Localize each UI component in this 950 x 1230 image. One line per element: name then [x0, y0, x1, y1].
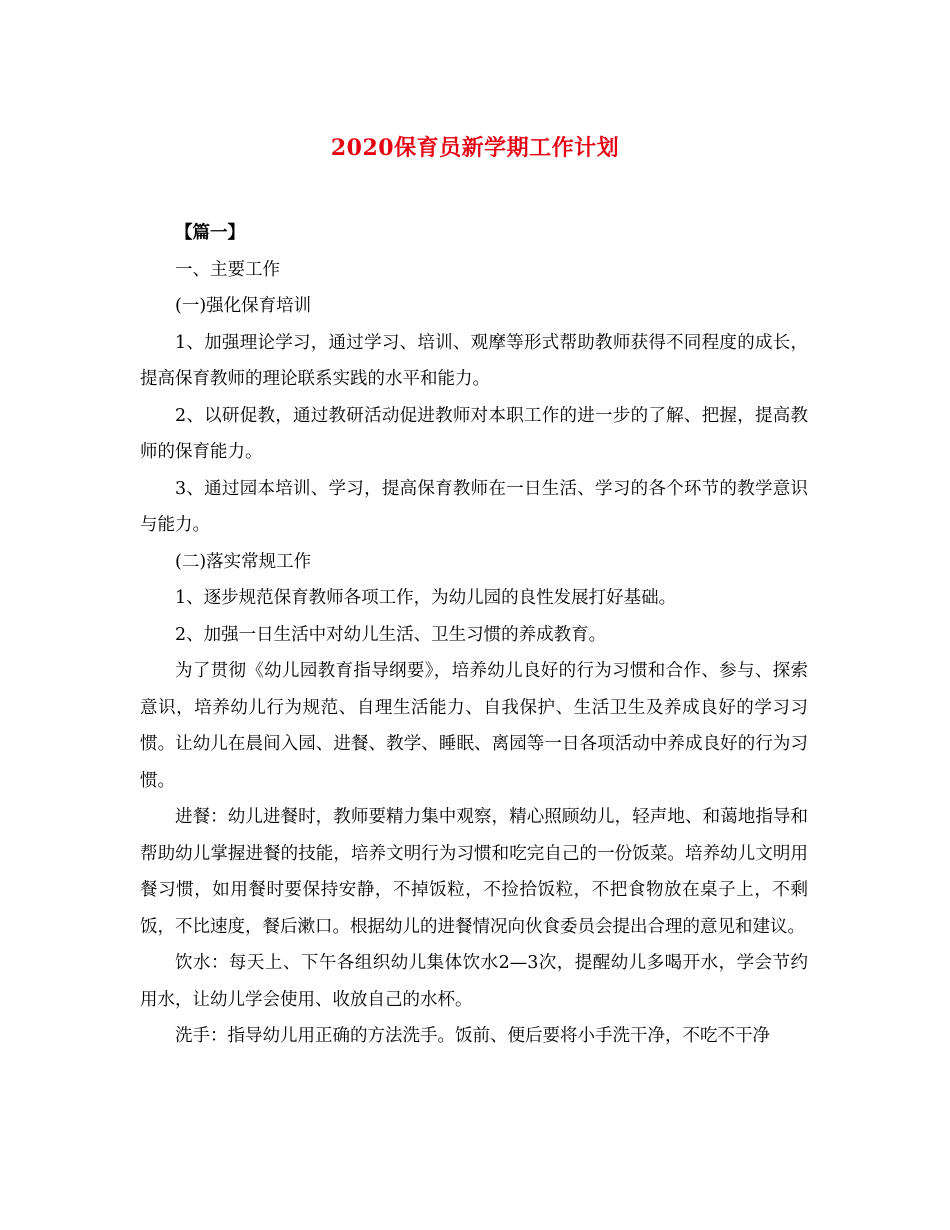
paragraph: 1、加强理论学习，通过学习、培训、观摩等形式帮助教师获得不同程度的成长，提高保育教师的理论联系实践的水平和能力。: [140, 332, 808, 389]
paragraph: (一)强化保育培训: [175, 296, 312, 316]
paragraph: 洗手：指导幼儿用正确的方法洗手。饭前、便后要将小手洗干净，不吃不干净: [175, 1026, 770, 1046]
paragraph: (二)落实常规工作: [175, 551, 312, 572]
paragraph: 一、主要工作: [175, 259, 280, 280]
section-heading: 【篇一】: [175, 223, 245, 243]
document-body: [140, 215, 808, 1055]
document-title: 2020保育员新学期工作计划: [330, 135, 620, 161]
paragraph: 为了贯彻《幼儿园教育指导纲要》，培养幼儿良好的行为习惯和合作、参与、探索意识，培养幼儿行为规范、自理生活能力、自我保护、生活卫生及养成良好的学习习惯。让幼儿在晨间入园、进餐、教学、睡眠、离园等一日各项活动中养成良好的行为习惯。: [140, 661, 808, 791]
paragraph: 饮水：每天上、下午各组织幼儿集体饮水2—3次，提醒幼儿多喝开水，学会节约用水，让幼儿学会使用、收放自己的水杯。: [140, 953, 808, 1010]
paragraph: 2、加强一日生活中对幼儿生活、卫生习惯的养成教育。: [175, 624, 607, 645]
paragraph: 1、逐步规范保育教师各项工作，为幼儿园的良性发展打好基础。: [175, 588, 677, 608]
paragraph: 2、以研促教，通过教研活动促进教师对本职工作的进一步的了解、把握，提高教师的保育能力。: [140, 405, 808, 462]
paragraph: 3、通过园本培训、学习，提高保育教师在一日生活、学习的各个环节的教学意识与能力。: [140, 478, 808, 535]
paragraph: 进餐：幼儿进餐时，教师要精力集中观察，精心照顾幼儿，轻声地、和蔼地指导和帮助幼儿掌握进餐的技能，培养文明行为习惯和吃完自己的一份饭菜。培养幼儿文明用餐习惯，如用餐时要保持安静，不掉饭粒，不捡拾饭粒，不把食物放在桌子上，不剩饭，不比速度，餐后漱口。根据幼儿的进餐情况向伙食委员会提出合理的意见和建议。: [140, 807, 808, 937]
